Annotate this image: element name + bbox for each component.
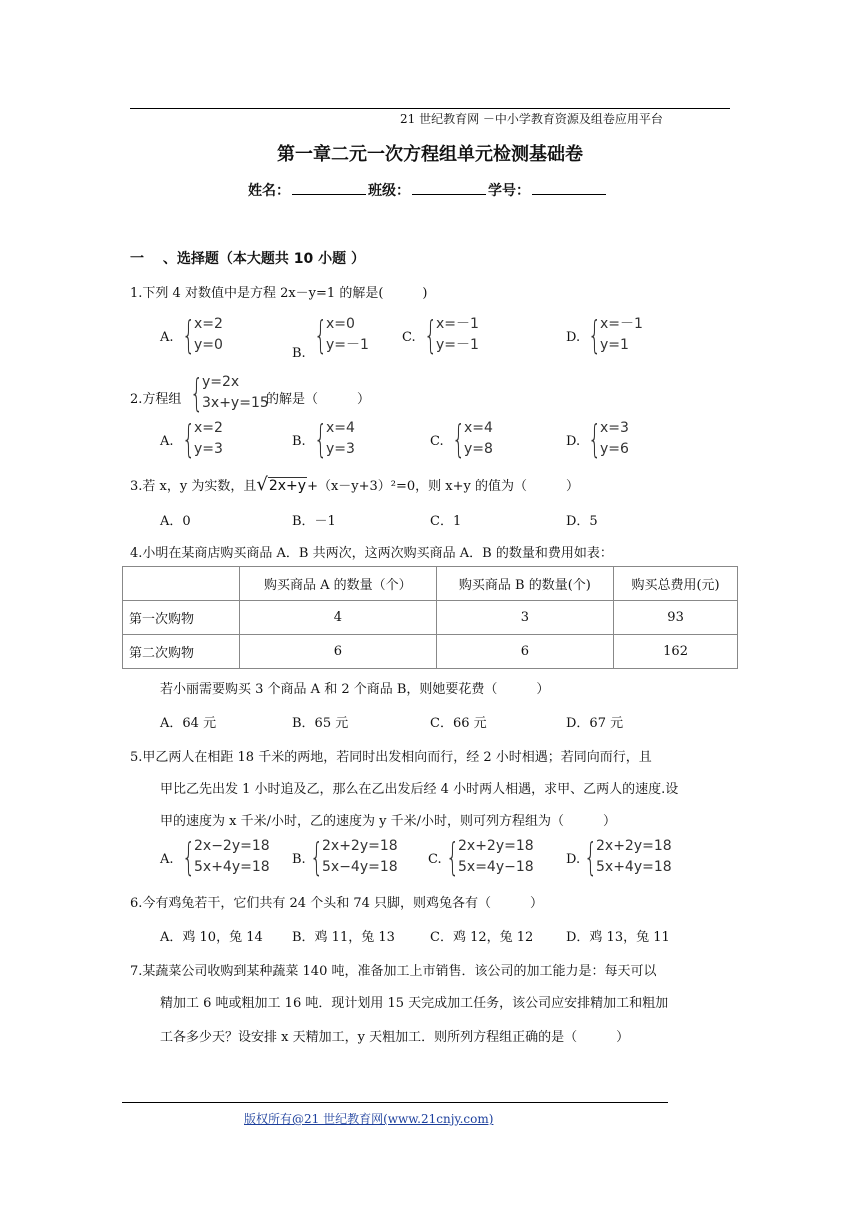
equation: 5x=4y−18 — [458, 859, 534, 875]
question-3 — [130, 474, 579, 495]
brace-icon: { — [182, 417, 196, 461]
brace-icon: { — [452, 417, 466, 461]
q5-option-a-label: A. — [160, 852, 174, 867]
q3-option-d: D．5 — [566, 514, 598, 529]
page-title: 第一章二元一次方程组单元检测基础卷 — [277, 144, 583, 165]
q5-option-b-label: B. — [292, 852, 306, 867]
question-5-line-3: 甲的速度为 x 千米/小时，乙的速度为 y 千米/小时，则可列方程组为（ ） — [160, 814, 616, 829]
q2-option-b-label: B. — [292, 434, 306, 449]
q2-option-d-system — [588, 418, 629, 460]
q1-option-c-label: C. — [402, 330, 416, 345]
question-1: 1.下列 4 对数值中是方程 2x－y=1 的解是( ) — [130, 286, 428, 301]
radicand: 2x+y — [268, 478, 307, 494]
question-2-pre: 2.方程组 — [130, 392, 182, 407]
q1-option-a-system — [182, 314, 223, 356]
table-cell: 第一次购物 — [123, 601, 240, 635]
equation: 5x+4y=18 — [596, 859, 672, 875]
q3-text-pre: 3.若 x，y 为实数，且 — [130, 479, 257, 494]
question-5-line-2: 甲比乙先出发 1 小时追及乙，那么在乙出发后经 4 小时两人相遇，求甲、乙两人的速度.设 — [160, 782, 679, 797]
equation: x=4 — [464, 420, 493, 436]
brace-icon: { — [588, 417, 602, 461]
purchase-table — [122, 566, 738, 669]
q2-option-c-label: C. — [430, 434, 444, 449]
brace-icon: { — [314, 417, 328, 461]
q3-option-c: C．1 — [430, 514, 462, 529]
q5-option-b-system — [310, 836, 398, 878]
table-cell: 4 — [240, 601, 437, 635]
table-cell: 第二次购物 — [123, 635, 240, 669]
equation: y=3 — [194, 441, 223, 457]
q3-text-post: +（x－y+3）²=0，则 x+y 的值为（ ） — [307, 479, 580, 494]
q4-option-c: C．66 元 — [430, 716, 487, 731]
question-7-line-3: 工各多少天？设安排 x 天精加工，y 天粗加工．则所列方程组正确的是（ ） — [160, 1030, 630, 1045]
q6-option-d: D．鸡 13，兔 11 — [566, 930, 670, 945]
brace-icon: { — [424, 313, 438, 357]
header-rule — [130, 108, 730, 109]
equation: y=0 — [194, 337, 223, 353]
q4-option-b: B．65 元 — [292, 716, 349, 731]
table-cell: 162 — [614, 635, 738, 669]
q1-option-c-system — [424, 314, 479, 356]
equation: x=2 — [194, 316, 223, 332]
brace-icon: { — [314, 313, 328, 357]
footer-rule — [122, 1102, 668, 1103]
equation: 2x+2y=18 — [458, 838, 534, 854]
equation: x=2 — [194, 420, 223, 436]
q5-option-a-system — [182, 836, 270, 878]
brace-icon: { — [182, 313, 196, 357]
table-header-cell: 购买商品 A 的数量（个） — [240, 567, 437, 601]
equation: y=－1 — [436, 337, 479, 353]
question-2-post: 的解是（ ） — [266, 392, 371, 407]
question-7-line-1: 7.某蔬菜公司收购到某种蔬菜 140 吨，准备加工上市销售．该公司的加工能力是：每天可以 — [130, 964, 657, 979]
brace-icon: { — [588, 313, 602, 357]
equation: x=－1 — [600, 316, 643, 332]
q1-option-d-system — [588, 314, 643, 356]
equation: 3x+y=15 — [202, 395, 269, 411]
question-5-line-1: 5.甲乙两人在相距 18 千米的两地，若同时出发相向而行，经 2 小时相遇；若同向而行，且 — [130, 750, 652, 765]
q5-option-c-label: C. — [428, 852, 442, 867]
q2-option-d-label: D. — [566, 434, 581, 449]
table-header-cell: 购买总费用(元) — [614, 567, 738, 601]
brace-icon: { — [182, 835, 196, 879]
equation: y=6 — [600, 441, 629, 457]
q4-option-a: A．64 元 — [160, 716, 217, 731]
q2-option-a-label: A. — [160, 434, 174, 449]
equation: x=4 — [326, 420, 355, 436]
equation: 2x+2y=18 — [596, 838, 672, 854]
brace-icon: { — [584, 835, 598, 879]
q6-option-b: B．鸡 11，兔 13 — [292, 930, 395, 945]
question-4-tail: 若小丽需要购买 3 个商品 A 和 2 个商品 B，则她要花费（ ） — [160, 682, 550, 697]
q2-option-c-system — [452, 418, 493, 460]
name-label: 姓名： — [248, 183, 290, 199]
equation: 2x+2y=18 — [322, 838, 398, 854]
equation: y=－1 — [326, 337, 369, 353]
table-cell — [123, 567, 240, 601]
sqrt-icon: √ — [256, 474, 268, 495]
brace-icon: { — [310, 835, 324, 879]
q1-option-a-label: A. — [160, 330, 174, 345]
equation: y=2x — [202, 374, 240, 390]
brace-icon: { — [446, 835, 460, 879]
q1-option-b-label: B. — [292, 346, 306, 361]
footer-copyright-link[interactable]: 版权所有@21 世纪教育网(www.21cnjy.com) — [244, 1112, 494, 1126]
brace-icon: { — [190, 371, 204, 415]
q5-option-d-system — [584, 836, 672, 878]
table-row — [123, 601, 738, 635]
question-7-line-2: 精加工 6 吨或粗加工 16 吨．现计划用 15 天完成加工任务，该公司应安排精加工和粗加 — [160, 996, 669, 1011]
q1-option-b-system — [314, 314, 369, 356]
table-cell: 6 — [436, 635, 613, 669]
header-text: 21 世纪教育网 －中小学教育资源及组卷应用平台 — [400, 112, 663, 126]
table-header-row — [123, 567, 738, 601]
question-6: 6.今有鸡兔若干，它们共有 24 个头和 74 只脚，则鸡兔各有（ ） — [130, 896, 544, 911]
equation: y=1 — [600, 337, 629, 353]
class-label: 班级： — [368, 183, 410, 199]
table-cell: 93 — [614, 601, 738, 635]
name-blank[interactable] — [292, 182, 366, 195]
equation: x=3 — [600, 420, 629, 436]
q3-option-b: B．－1 — [292, 514, 336, 529]
q4-option-d: D．67 元 — [566, 716, 624, 731]
table-header-cell: 购买商品 B 的数量(个) — [436, 567, 613, 601]
q6-option-c: C．鸡 12，兔 12 — [430, 930, 534, 945]
q2-option-b-system — [314, 418, 355, 460]
table-row — [123, 635, 738, 669]
table-cell: 3 — [436, 601, 613, 635]
equation: y=3 — [326, 441, 355, 457]
id-blank[interactable] — [532, 182, 606, 195]
q2-system — [190, 372, 269, 414]
question-4: 4.小明在某商店购买商品 A．B 共两次，这两次购买商品 A．B 的数量和费用如表： — [130, 546, 613, 561]
equation: y=8 — [464, 441, 493, 457]
equation: 5x+4y=18 — [194, 859, 270, 875]
q5-option-c-system — [446, 836, 534, 878]
class-blank[interactable] — [412, 182, 486, 195]
q6-option-a: A．鸡 10，兔 14 — [160, 930, 263, 945]
equation: x=－1 — [436, 316, 479, 332]
equation: 2x−2y=18 — [194, 838, 270, 854]
equation: x=0 — [326, 316, 355, 332]
id-label: 学号： — [488, 183, 530, 199]
table-cell: 6 — [240, 635, 437, 669]
q1-option-d-label: D. — [566, 330, 581, 345]
section-heading: 一 、选择题（本大题共 10 小题 ） — [130, 251, 365, 267]
q5-option-d-label: D. — [566, 852, 581, 867]
equation: 5x−4y=18 — [322, 859, 398, 875]
student-info — [248, 180, 608, 200]
q2-option-a-system — [182, 418, 223, 460]
q3-option-a: A．0 — [160, 514, 191, 529]
